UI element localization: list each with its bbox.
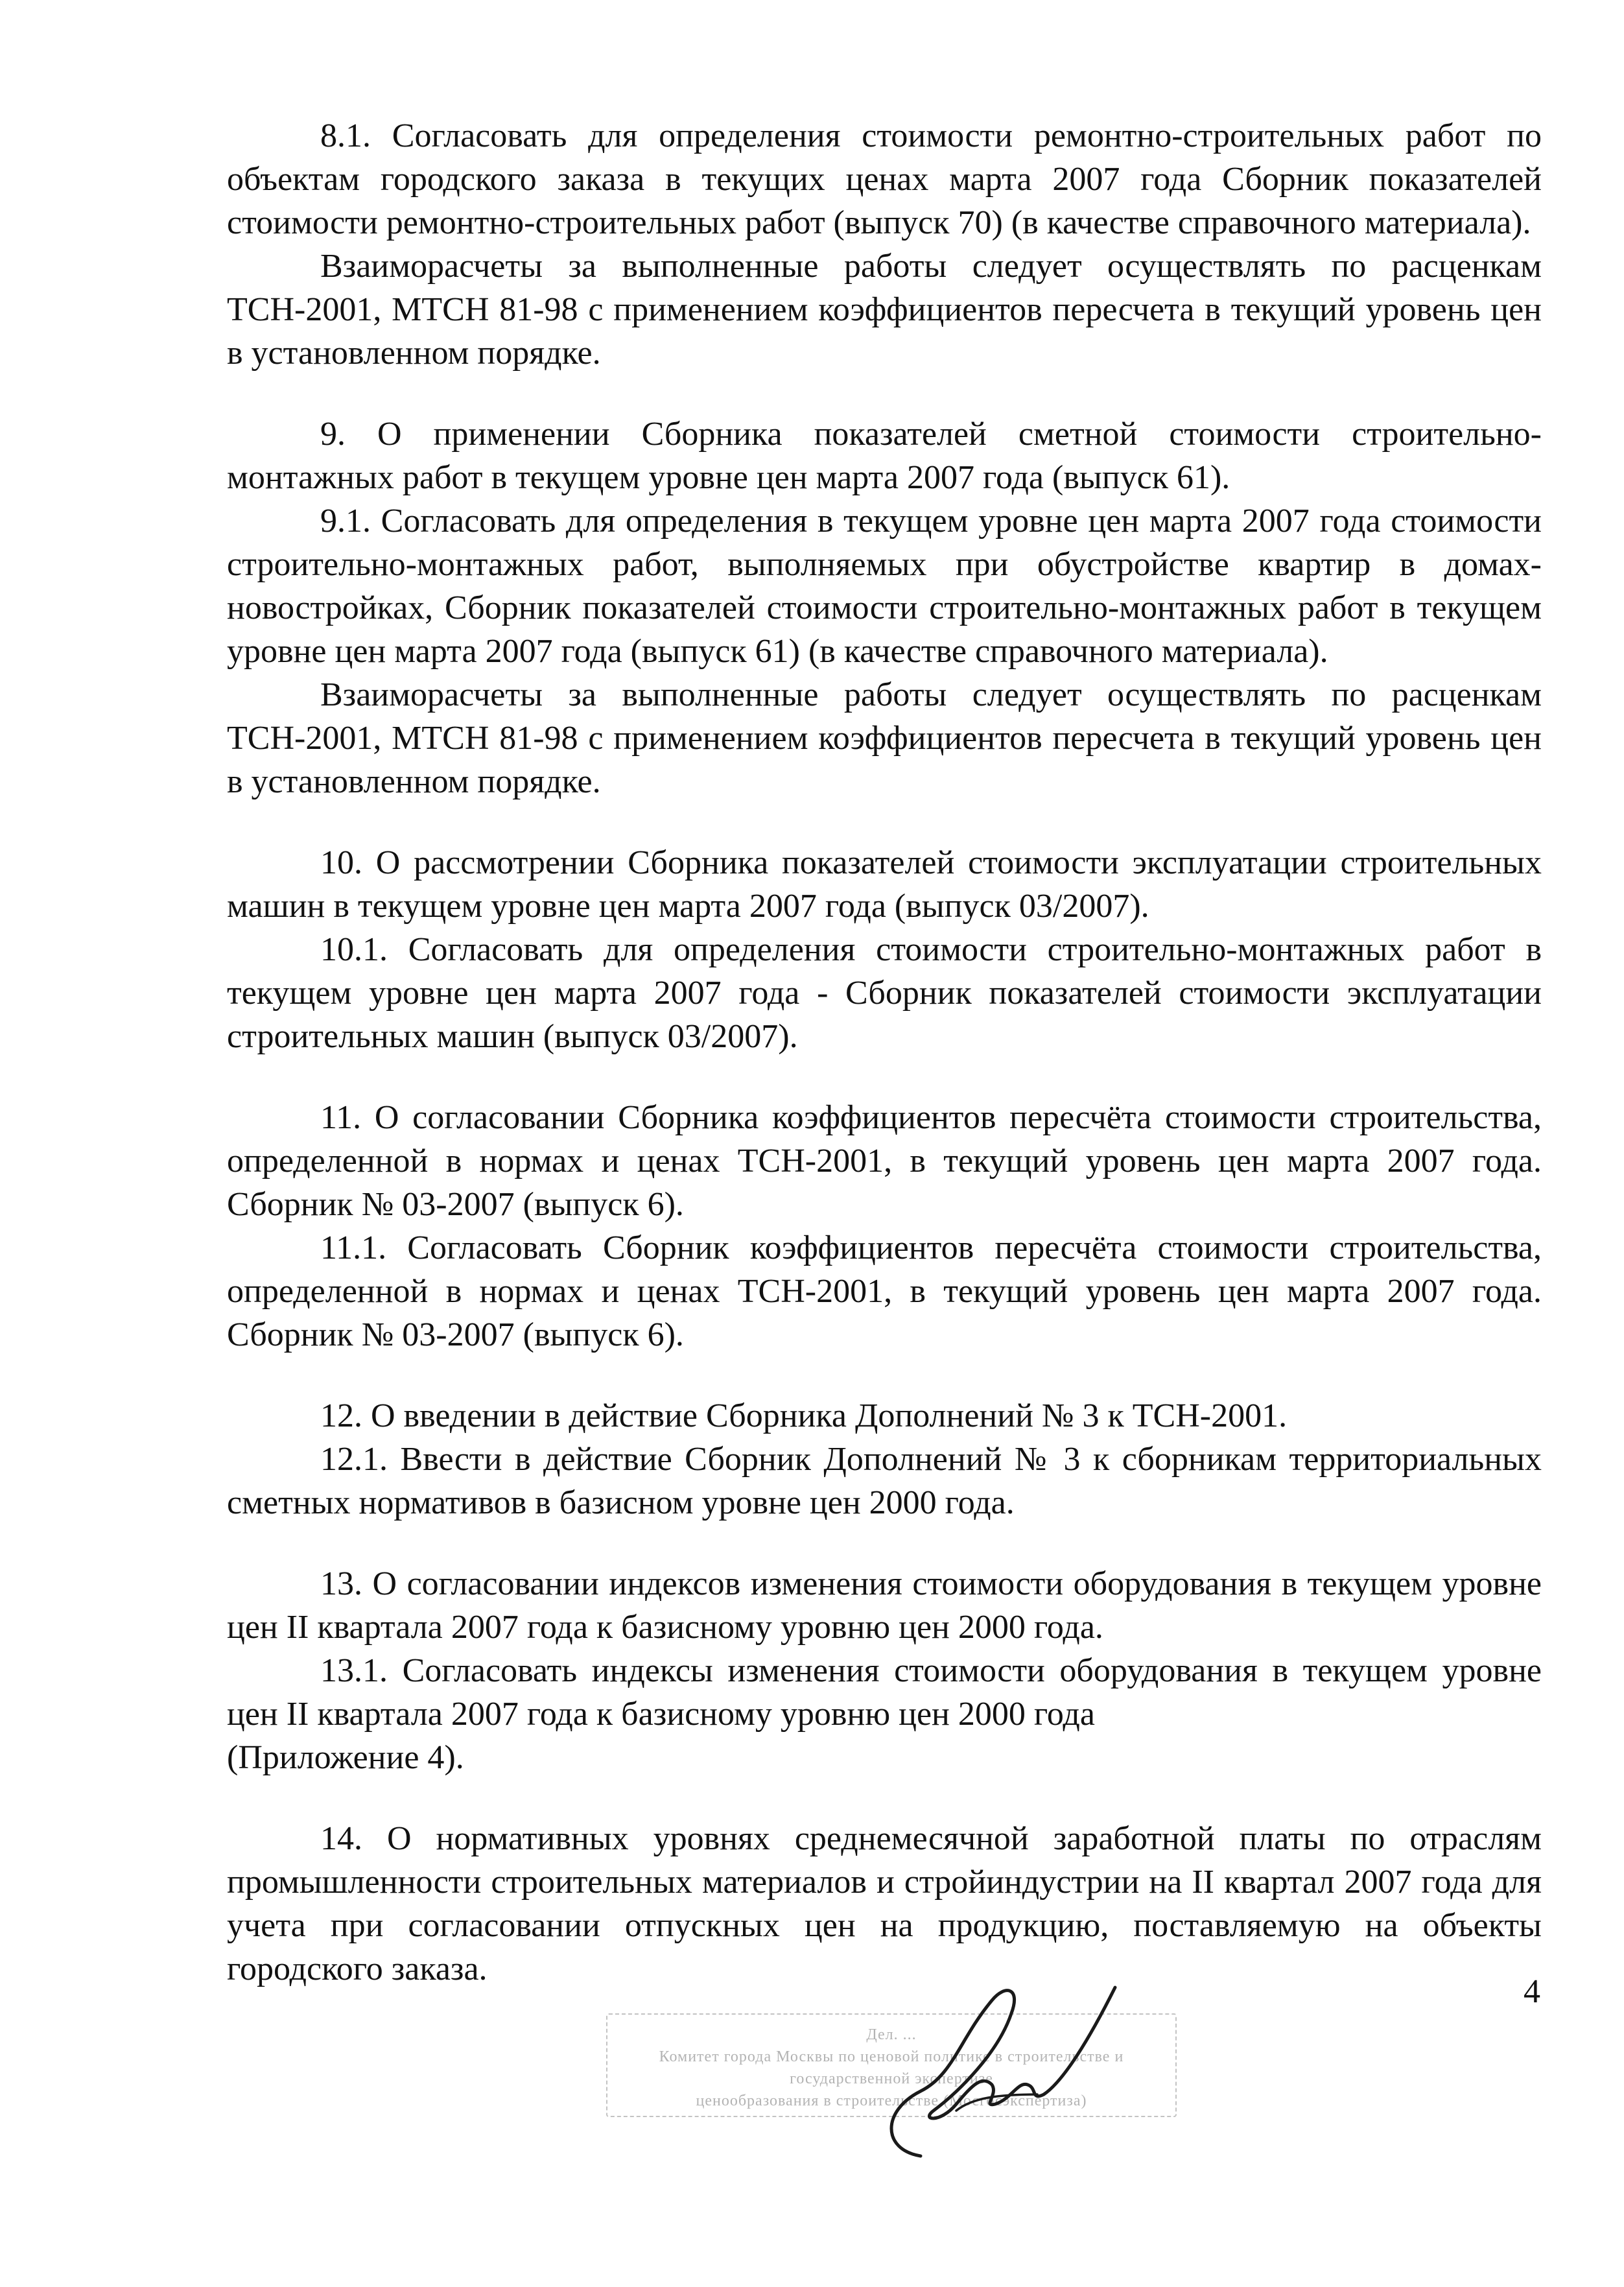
- paragraph-gap: [227, 1524, 1542, 1562]
- stamp-line-3: ценообразования в строительстве (Мосгосэкспертиза): [696, 2092, 1087, 2109]
- paragraph-10-1: 10.1. Согласовать для определения стоимости строительно-монтажных работ в текущем уровне цен марта 2007 года - Сборник показателей стоимости эксплуатации строительных машин (выпуск 03/2007).: [227, 931, 1542, 1055]
- paragraph-gap: [227, 803, 1542, 841]
- paragraph-gap: [227, 1357, 1542, 1394]
- document-body: [227, 114, 1542, 1991]
- paragraph-8-1: 8.1. Согласовать для определения стоимости ремонтно-строительных работ по объектам городского заказа в текущих ценах марта 2007 года Сборник показателей стоимости ремонтно-строительных работ (выпуск 70) (в качестве справочного материала).: [227, 117, 1542, 241]
- paragraph-gap: [227, 375, 1542, 412]
- paragraph-13-1-appendix: (Приложение 4).: [227, 1739, 464, 1776]
- paragraph-9-1: 9.1. Согласовать для определения в текущем уровне цен марта 2007 года стоимости строительно-монтажных работ, выполняемых при обустройстве квартир в домах-новостройках, Сборник показателей стоимости строительно-монтажных работ в текущем уровне цен марта 2007 года (выпуск 61) (в качестве справочного материала).: [227, 503, 1542, 670]
- paragraph-13-1: 13.1. Согласовать индексы изменения стоимости оборудования в текущем уровне цен II квартала 2007 года к базисному уровню цен 2000 года: [227, 1652, 1542, 1733]
- paragraph-11: 11. О согласовании Сборника коэффициентов пересчёта стоимости строительства, определенной в нормах и ценах ТСН-2001, в текущий уровень цен марта 2007 года. Сборник № 03-2007 (выпуск 6).: [227, 1099, 1542, 1223]
- stamp-line-2: Комитет города Москвы по ценовой политике в строительстве и государственной экспертизе: [659, 2048, 1124, 2087]
- signature-icon: [843, 1961, 1135, 2175]
- paragraph-gap: [227, 1779, 1542, 1817]
- paragraph-8-1-settlements: Взаиморасчеты за выполненные работы следует осуществлять по расценкам ТСН-2001, МТСН 81-98 с применением коэффициентов пересчета в текущий уровень цен в установленном порядке.: [227, 248, 1542, 372]
- paragraph-12-1: 12.1. Ввести в действие Сборник Дополнений № 3 к сборникам территориальных сметных нормативов в базисном уровне цен 2000 года.: [227, 1441, 1542, 1521]
- paragraph-12: 12. О введении в действие Сборника Дополнений № 3 к ТСН-2001.: [320, 1397, 1288, 1434]
- page-number: 4: [1524, 1973, 1540, 2010]
- paragraph-14: 14. О нормативных уровнях среднемесячной заработной платы по отраслям промышленности строительных материалов и стройиндустрии на II квартал 2007 года для учета при согласовании отпускных цен на продукцию, поставляемую на объекты городского заказа.: [227, 1820, 1542, 1987]
- paragraph-gap: [227, 1058, 1542, 1096]
- paragraph-9-1-settlements: Взаиморасчеты за выполненные работы следует осуществлять по расценкам ТСН-2001, МТСН 81-98 с применением коэффициентов пересчета в текущий уровень цен в установленном порядке.: [227, 676, 1542, 800]
- paragraph-13: 13. О согласовании индексов изменения стоимости оборудования в текущем уровне цен II квартала 2007 года к базисному уровню цен 2000 года.: [227, 1565, 1542, 1646]
- paragraph-11-1: 11.1. Согласовать Сборник коэффициентов пересчёта стоимости строительства, определенной в нормах и ценах ТСН-2001, в текущий уровень цен марта 2007 года. Сборник № 03-2007 (выпуск 6).: [227, 1229, 1542, 1353]
- paragraph-9: 9. О применении Сборника показателей сметной стоимости строительно-монтажных работ в текущем уровне цен марта 2007 года (выпуск 61).: [227, 416, 1542, 496]
- stamp-line-1: Дел. ...: [866, 2026, 917, 2043]
- paragraph-10: 10. О рассмотрении Сборника показателей стоимости эксплуатации строительных машин в текущем уровне цен марта 2007 года (выпуск 03/2007).: [227, 844, 1542, 925]
